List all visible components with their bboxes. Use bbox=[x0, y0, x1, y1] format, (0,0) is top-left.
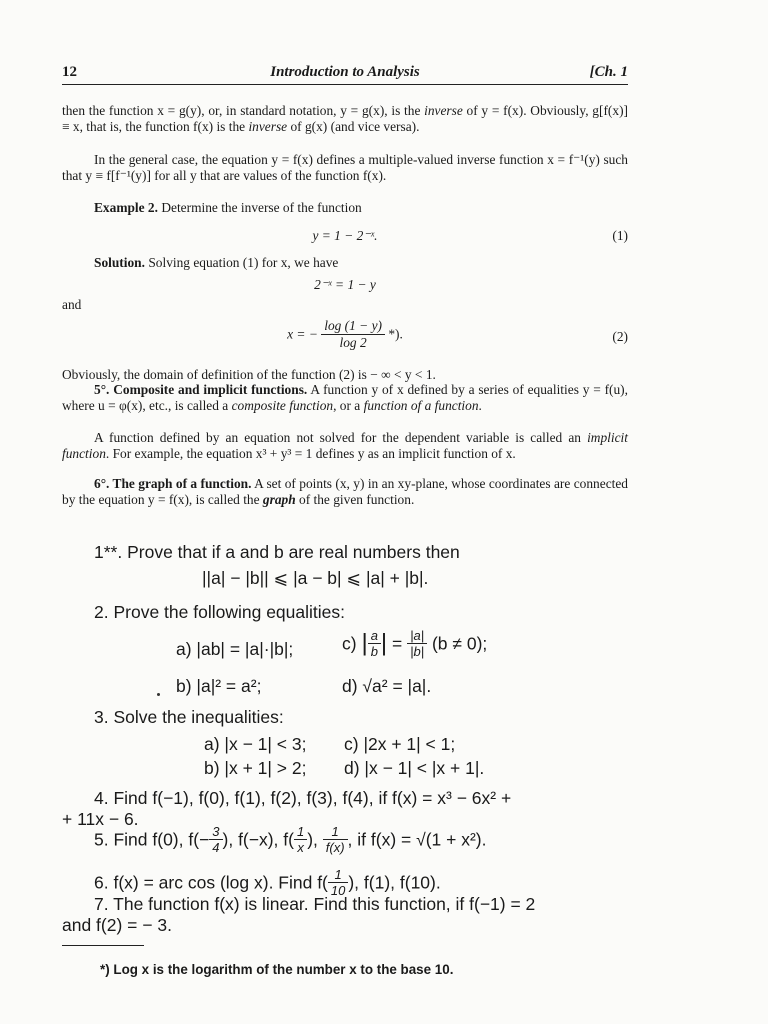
problem-7: 7. The function f(x) is linear. Find this function, if f(−1) = 2 bbox=[94, 894, 536, 914]
problem-3-c: c) |2x + 1| < 1; bbox=[344, 734, 456, 754]
problem-1-inequality: ||a| − |b|| ⩽ |a − b| ⩽ |a| + |b|. bbox=[202, 568, 429, 588]
paragraph-inverse: then the function x = g(y), or, in standard notation, y = g(x), is the inverse of y = f(x). Obviously, g[f(x)] ≡ x, that is, the function f(x) is the inverse of g(x) (and vice versa). bbox=[62, 103, 628, 134]
paragraph-domain: Obviously, the domain of definition of the function (2) is − ∞ < y < 1. bbox=[62, 367, 436, 382]
paragraph-implicit: A function defined by an equation not solved for the dependent variable is called an implicit function. For example, the equation x³ + y³ = 1 defines y as an implicit function of x. bbox=[62, 430, 628, 461]
equation-mid: 2⁻ˣ = 1 − y bbox=[314, 277, 376, 292]
problem-2-b: b) |a|² = a²; bbox=[176, 676, 262, 696]
footnote-rule bbox=[62, 945, 144, 946]
chapter-label: [Ch. 1 bbox=[589, 64, 628, 80]
section-6: 6°. The graph of a function. A set of points (x, y) in an xy-plane, whose coordinates are connected by the equation y = f(x), is called the graph of the given function. bbox=[62, 476, 628, 507]
paragraph-general-case: In the general case, the equation y = f(x) defines a multiple-valued inverse function x = f⁻¹(y) such that y ≡ f[f⁻¹(y)] for all y that are values of the function f(x). bbox=[62, 152, 628, 183]
problem-2-d: d) √a² = |a|. bbox=[342, 676, 432, 696]
problem-3-b: b) |x + 1| > 2; bbox=[204, 758, 307, 778]
problem-4-cont: + 11x − 6. bbox=[62, 809, 139, 829]
problem-6: 6. f(x) = arc cos (log x). Find f( $\frac{1}{10}$ ), f(1), f(10). bbox=[94, 867, 441, 898]
scan-speck bbox=[157, 693, 160, 696]
problem-4: 4. Find f(−1), f(0), f(1), f(2), f(3), f(4), if f(x) = x³ − 6x² + bbox=[94, 788, 512, 808]
problem-3: 3. Solve the inequalities: bbox=[94, 707, 284, 727]
page-header bbox=[62, 64, 628, 85]
section-5: 5°. Composite and implicit functions. A function y of x defined by a series of equalities y = f(u), where u = φ(x), etc., is called a composite function, or a function of a function. bbox=[62, 382, 628, 413]
problem-2-a: a) |ab| = |a|·|b|; bbox=[176, 639, 294, 659]
equation-2-fraction: $\frac{\log (1 - y)}{\log 2}$ bbox=[321, 318, 385, 351]
and-line: and bbox=[62, 297, 82, 312]
footnote: *) Log x is the logarithm of the number x to the base 10. bbox=[100, 962, 454, 977]
equation-2: x = − $\frac{\log (1 - y)}{\log 2}$ *). (2) bbox=[287, 318, 628, 350]
problem-5: 5. Find f(0), f(− $\frac{3}{4}$ ), f(−x), f( $\frac{1}{x}$ ), $\frac{1}{f(x)}$ , if f(x) = √(1 + x²). bbox=[94, 824, 487, 855]
example-2: Example 2. Determine the inverse of the function bbox=[94, 200, 362, 215]
problem-2: 2. Prove the following equalities: bbox=[94, 602, 345, 622]
problem-3-d: d) |x − 1| < |x + 1|. bbox=[344, 758, 485, 778]
problem-3-a: a) |x − 1| < 3; bbox=[204, 734, 307, 754]
equation-1: y = 1 − 2⁻ˣ. (1) bbox=[312, 228, 628, 243]
problem-1: 1**. Prove that if a and b are real numbers then bbox=[94, 542, 460, 562]
problem-7-cont: and f(2) = − 3. bbox=[62, 915, 172, 935]
problem-2-c: c) | $\frac{a}{b}$ | = $\frac{|a|}{|b|}$ (b ≠ 0); bbox=[342, 628, 488, 659]
page-number: 12 bbox=[62, 64, 77, 80]
solution-line: Solution. Solving equation (1) for x, we have bbox=[94, 255, 339, 270]
running-title: Introduction to Analysis bbox=[270, 64, 420, 80]
